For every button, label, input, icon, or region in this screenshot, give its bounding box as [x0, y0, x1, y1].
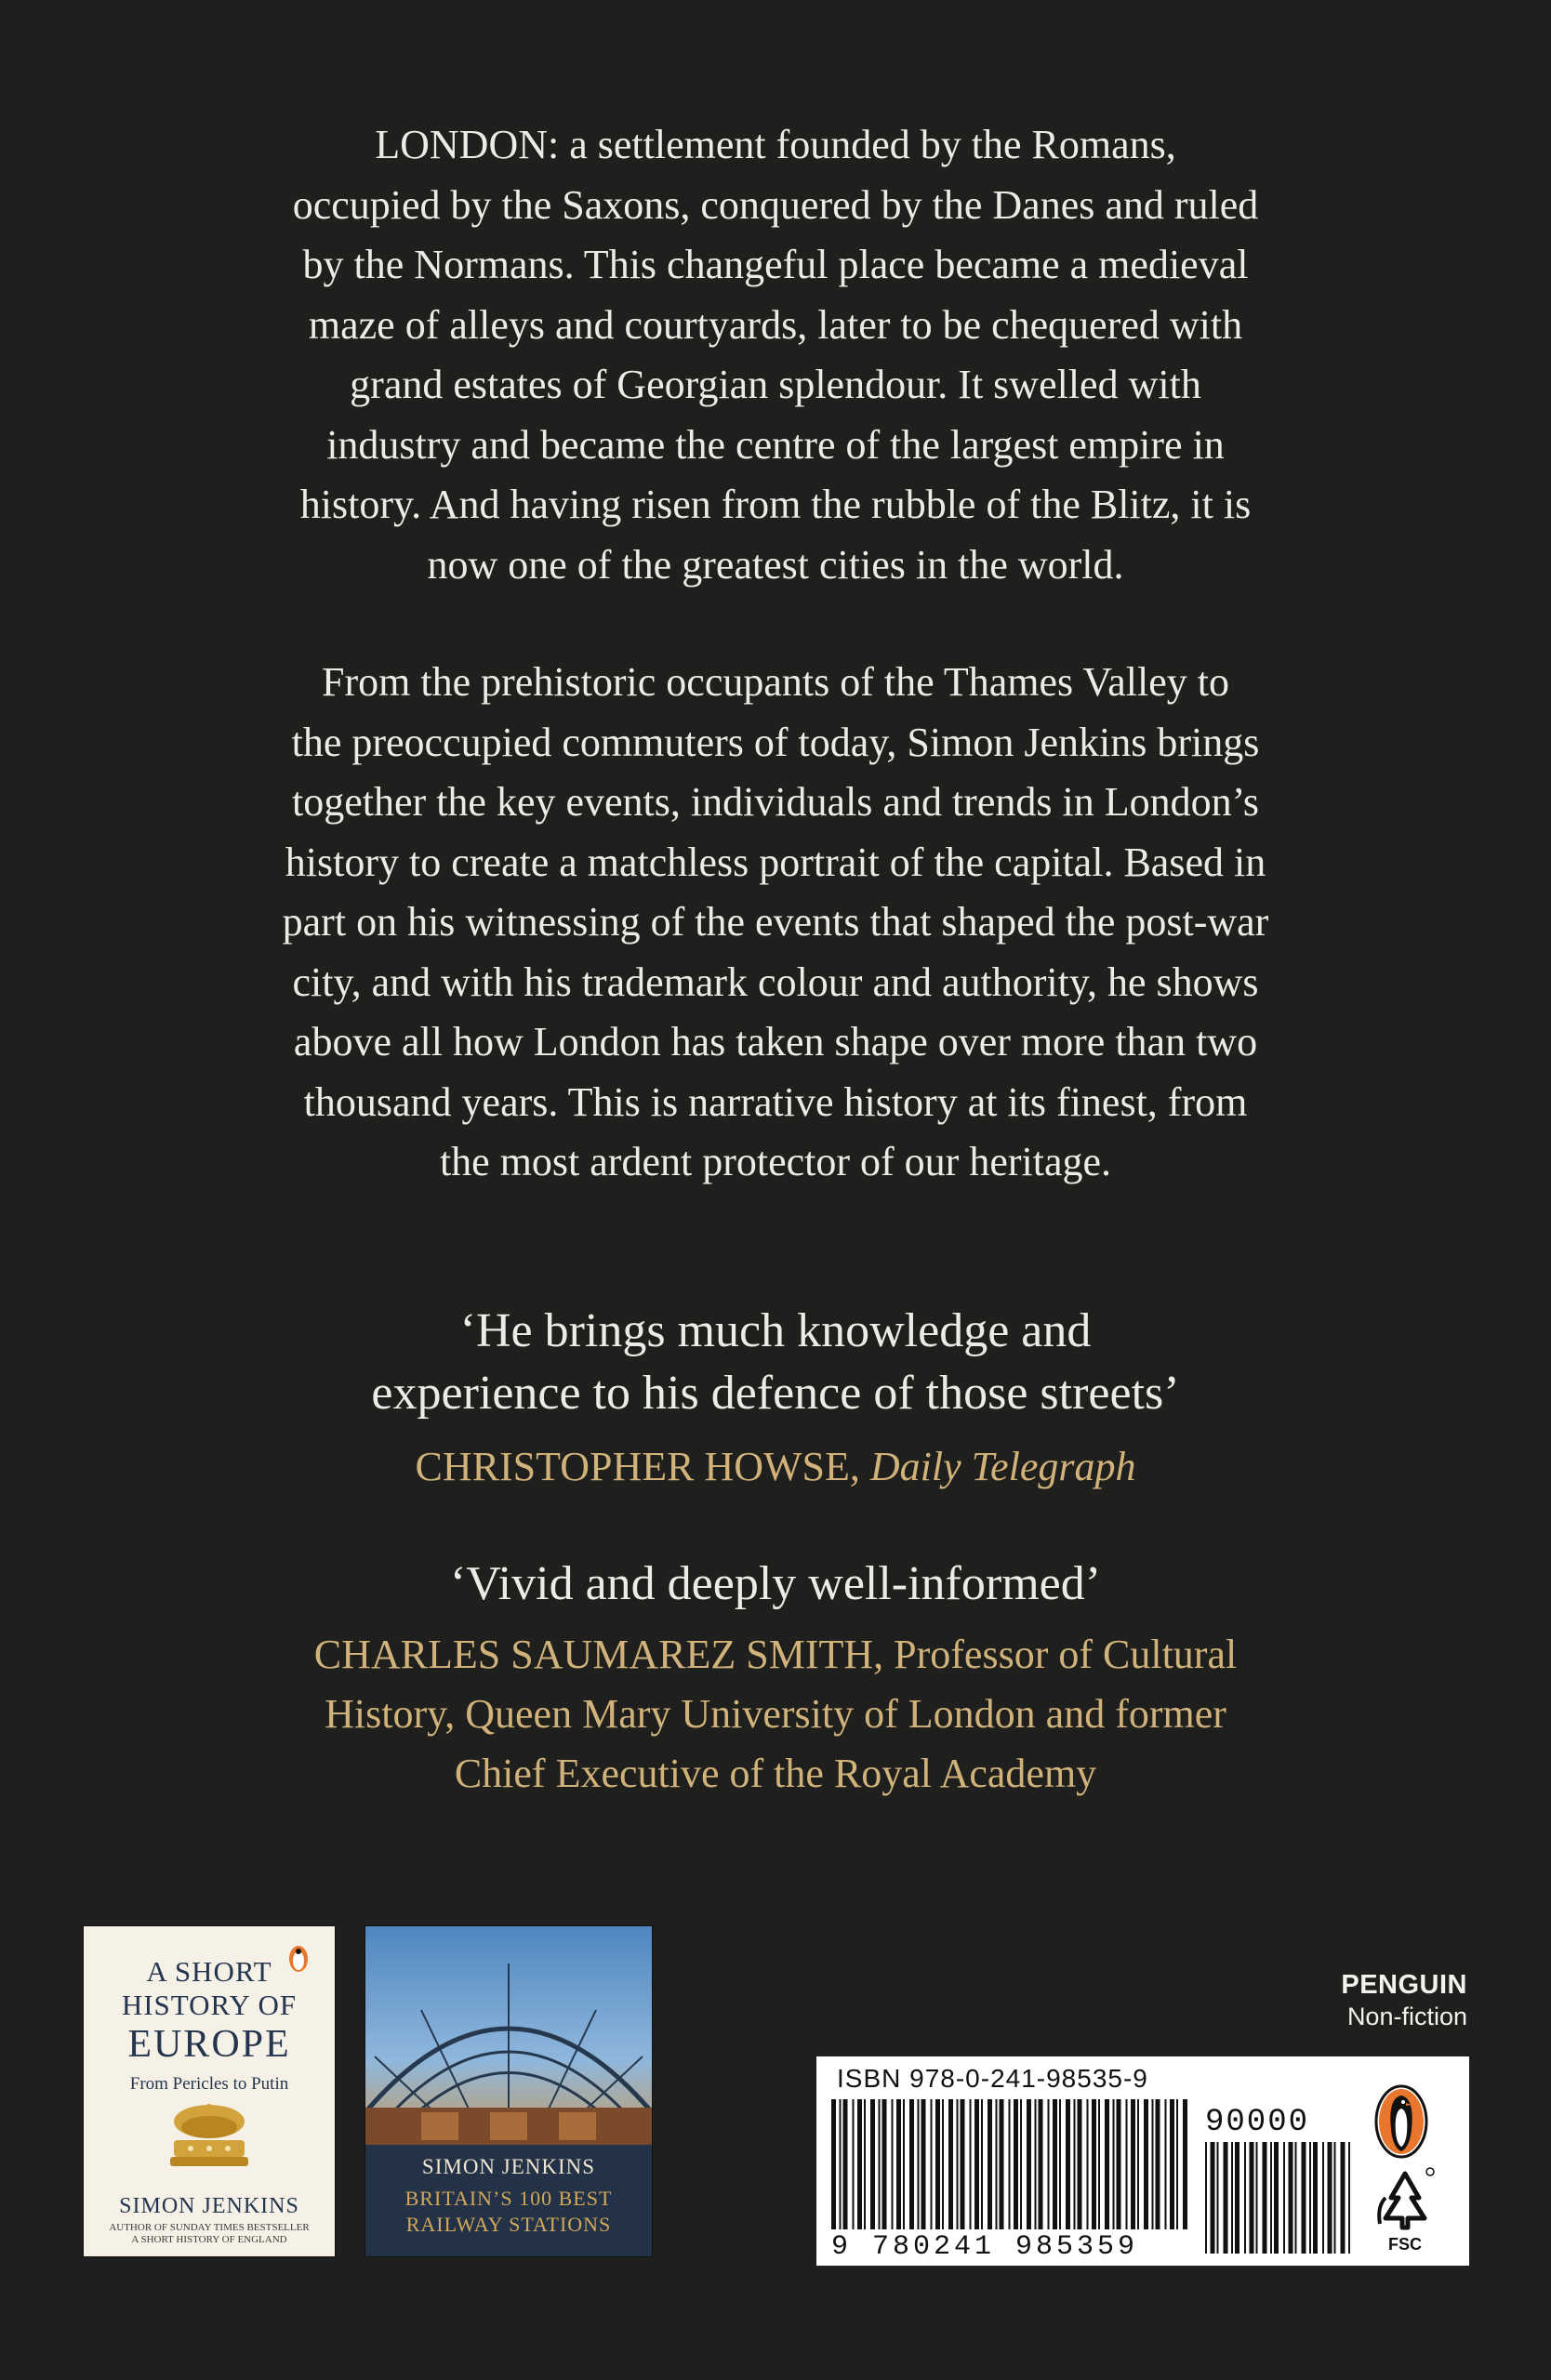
- barcode-bar: [896, 2099, 901, 2229]
- barcode-bar: [1009, 2099, 1011, 2229]
- barcode-bar: [853, 2099, 855, 2229]
- barcode-bar: [1170, 2099, 1174, 2229]
- barcode-bar: [921, 2099, 926, 2229]
- barcode-bar: [948, 2099, 953, 2229]
- blurb-line: history to create a matchless portrait of the capital. Based in: [285, 839, 1266, 885]
- barcode-bar: [1250, 2142, 1254, 2254]
- barcode-bar: [1014, 2099, 1018, 2229]
- barcode-bar: [1074, 2099, 1076, 2229]
- barcode-bar: [1137, 2099, 1139, 2229]
- barcode-bar: [1165, 2099, 1167, 2229]
- blurb-line: maze of alleys and courtyards, later to be chequered with: [308, 301, 1243, 348]
- barcode-panel: [816, 2056, 1469, 2266]
- publisher-category: Non-fiction: [1346, 2003, 1467, 2030]
- barcode-bar: [840, 2099, 842, 2229]
- blurb-line: now one of the greatest cities in the world.: [427, 541, 1124, 588]
- barcode-bar: [870, 2099, 875, 2229]
- barcode-bar: [1152, 2099, 1154, 2229]
- isbn-label: ISBN 978-0-241-98535-9: [837, 2064, 1148, 2093]
- fsc-tree-icon: [1372, 2166, 1438, 2233]
- barcode-bar: [1211, 2142, 1215, 2254]
- barcode-bar: [1113, 2099, 1115, 2229]
- attribution-line: Chief Executive of the Royal Academy: [454, 1751, 1097, 1796]
- barcode-bar: [1039, 2099, 1043, 2229]
- barcode-bar: [1105, 2099, 1109, 2229]
- barcode-bar: [1231, 2142, 1233, 2254]
- blurb-line: part on his witnessing of the events that shaped the post-war: [282, 899, 1269, 945]
- attribution-source: Daily Telegraph: [869, 1444, 1136, 1489]
- barcode-bar: [1020, 2099, 1022, 2229]
- attribution-line: History, Queen Mary University of London and former: [325, 1691, 1226, 1737]
- review-quote-1: [186, 1300, 1365, 1424]
- cover-title-line: RAILWAY STATIONS: [405, 2213, 612, 2236]
- blurb-line: industry and became the centre of the largest empire in: [326, 421, 1225, 468]
- barcode-bar: [1263, 2142, 1267, 2254]
- barcode-bar: [957, 2099, 959, 2229]
- barcode-bar: [1309, 2142, 1311, 2254]
- penguin-logo-icon: [1374, 2084, 1428, 2159]
- blurb-line: thousand years. This is narrative history at its finest, from: [303, 1078, 1248, 1125]
- barcode-bar: [1092, 2099, 1096, 2229]
- barcode-bar: [1217, 2142, 1219, 2254]
- barcode-bar: [1048, 2099, 1050, 2229]
- addon-barcode: [1205, 2142, 1354, 2254]
- publisher-imprint: [1341, 1969, 1467, 2032]
- barcode-bar: [974, 2099, 979, 2229]
- blurb-line: above all how London has taken shape over more than two: [293, 1019, 1258, 1064]
- barcode-bar: [988, 2099, 992, 2229]
- barcode-bar: [981, 2099, 983, 2229]
- barcode-bar: [1035, 2099, 1037, 2229]
- barcode-bar: [879, 2099, 881, 2229]
- barcode-bar: [1078, 2099, 1082, 2229]
- barcode-bar: [1205, 2142, 1207, 2254]
- barcode-bar: [857, 2099, 862, 2229]
- barcode-bar: [931, 2099, 933, 2229]
- barcode-bar: [1295, 2142, 1297, 2254]
- barcode-bar: [1244, 2142, 1246, 2254]
- barcode-bar: [1302, 2142, 1306, 2254]
- barcode-bar: [996, 2099, 998, 2229]
- barcode-bar: [1235, 2142, 1239, 2254]
- barcode-bar: [1156, 2099, 1160, 2229]
- fsc-label: FSC: [1388, 2235, 1422, 2254]
- blurb-line: history. And having risen from the rubble of the Blitz, it is: [299, 482, 1252, 527]
- barcode-bar: [1183, 2099, 1187, 2229]
- station-roof-image: [365, 1926, 652, 2149]
- barcode-bar: [1270, 2142, 1272, 2254]
- quote-line: ‘He brings much knowledge and: [459, 1304, 1092, 1357]
- blurb-paragraph-1: [167, 115, 1384, 595]
- publisher-name: PENGUIN: [1341, 1970, 1467, 2000]
- barcode-bar: [1341, 2142, 1346, 2254]
- barcode-bar: [1348, 2142, 1350, 2254]
- review-attribution-2: [186, 1625, 1365, 1804]
- barcode-bar: [1098, 2099, 1100, 2229]
- crown-icon: [153, 2103, 265, 2177]
- blurb-line: the preoccupied commuters of today, Simon Jenkins brings: [291, 719, 1260, 765]
- barcode-bar: [892, 2099, 894, 2229]
- barcode-bar: [961, 2099, 965, 2229]
- barcode-bar: [1087, 2099, 1089, 2229]
- barcode-bar: [1131, 2099, 1135, 2229]
- blurb-line: grand estates of Georgian splendour. It swelled with: [350, 362, 1201, 407]
- cover-author: SIMON JENKINS: [421, 2155, 596, 2178]
- barcode-bar: [935, 2099, 940, 2229]
- barcode: [831, 2099, 1188, 2229]
- barcode-bar: [1144, 2099, 1148, 2229]
- cover-title-line: HISTORY OF: [121, 1989, 298, 2021]
- blurb-line: LONDON: a settlement founded by the Romans,: [375, 122, 1176, 167]
- cover-title-line: BRITAIN’S 100 BEST: [404, 2187, 613, 2210]
- barcode-bar: [1027, 2099, 1031, 2229]
- cover-title-band: [365, 2145, 652, 2256]
- barcode-bar: [1059, 2099, 1061, 2229]
- barcode-bar: [1322, 2142, 1324, 2254]
- attribution-line: CHARLES SAUMAREZ SMITH, Professor of Cultural: [313, 1632, 1238, 1677]
- cover-tagline: A SHORT HISTORY OF ENGLAND: [131, 2234, 287, 2245]
- barcode-bar: [909, 2099, 914, 2229]
- barcode-bar: [1000, 2099, 1004, 2229]
- barcode-bar: [1289, 2142, 1293, 2254]
- barcode-bar: [942, 2099, 944, 2229]
- price-code: 90000: [1205, 2105, 1310, 2140]
- cover-author: SIMON JENKINS: [119, 2194, 299, 2218]
- blurb-paragraph-2: [167, 653, 1384, 1193]
- barcode-bar: [1053, 2099, 1057, 2229]
- cover-short-history-of-europe: [84, 1926, 335, 2256]
- cover-tagline: AUTHOR OF SUNDAY TIMES BESTSELLER: [109, 2222, 310, 2233]
- barcode-bar: [1224, 2142, 1228, 2254]
- barcode-bar: [1126, 2099, 1128, 2229]
- blurb-line: together the key events, individuals and trends in London’s: [292, 779, 1259, 825]
- blurb: [167, 115, 1384, 1193]
- barcode-bar: [918, 2099, 920, 2229]
- barcode-bar: [831, 2099, 836, 2229]
- barcode-bar: [1066, 2099, 1070, 2229]
- blurb-line: by the Normans. This changeful place became a medieval: [302, 242, 1249, 287]
- barcode-bar: [1313, 2142, 1318, 2254]
- barcode-bar: [1256, 2142, 1258, 2254]
- barcode-bar: [903, 2099, 905, 2229]
- barcode-bar: [970, 2099, 972, 2229]
- cover-britains-100-best-railway-stations: [365, 1926, 652, 2256]
- barcode-bar: [1117, 2099, 1121, 2229]
- barcode-bar: [1328, 2142, 1332, 2254]
- cover-title-line: A SHORT: [146, 1955, 272, 1988]
- barcode-bar: [1283, 2142, 1285, 2254]
- blurb-line: From the prehistoric occupants of the Thames Valley to: [322, 659, 1229, 705]
- barcode-digits: 9 780241 985359: [831, 2231, 1139, 2263]
- cover-title-main: EUROPE: [127, 2023, 291, 2066]
- barcode-bar: [1334, 2142, 1336, 2254]
- cover-subtitle: From Pericles to Putin: [129, 2074, 289, 2094]
- barcode-bar: [1176, 2099, 1178, 2229]
- barcode-bar: [864, 2099, 866, 2229]
- barcode-bar: [1274, 2142, 1279, 2254]
- blurb-line: city, and with his trademark colour and authority, he shows: [292, 959, 1259, 1005]
- review-quote-2: [186, 1553, 1365, 1615]
- barcode-bar: [882, 2099, 887, 2229]
- blurb-line: occupied by the Saxons, conquered by the Danes and ruled: [292, 181, 1259, 228]
- review-attribution-1: [186, 1437, 1365, 1497]
- blurb-line: the most ardent protector of our heritage.: [439, 1139, 1112, 1184]
- quote-line: experience to his defence of those streets’: [371, 1367, 1180, 1420]
- quote-line: ‘Vivid and deeply well-informed’: [449, 1557, 1102, 1610]
- attribution-name: CHRISTOPHER HOWSE,: [415, 1444, 870, 1489]
- barcode-bar: [843, 2099, 848, 2229]
